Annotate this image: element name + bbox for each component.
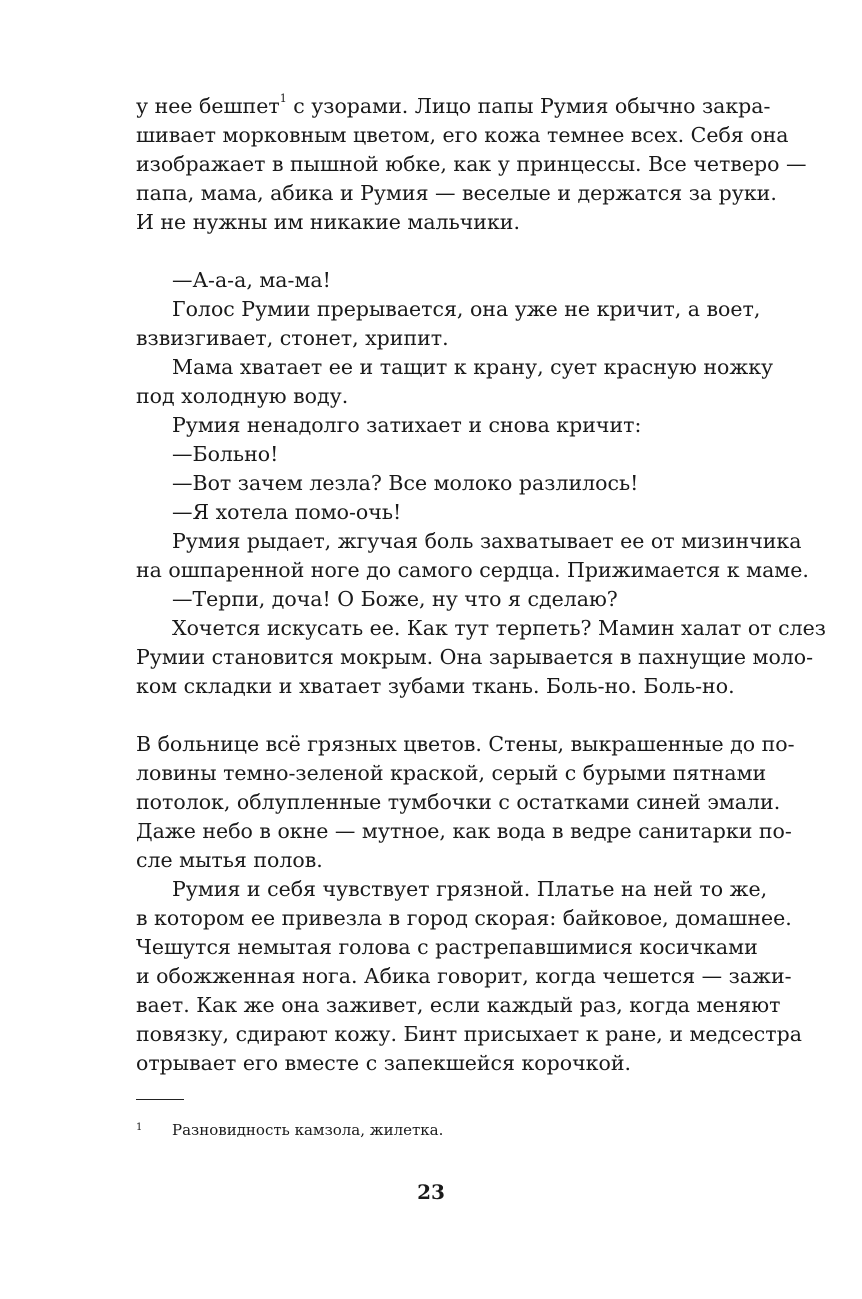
footnote-divider [136, 1099, 184, 1100]
text-line: Румии становится мокрым. Она зарывается в пахнущие моло- [136, 645, 814, 669]
paragraph [136, 875, 802, 1078]
footnote [136, 1120, 443, 1140]
paragraph [136, 92, 807, 237]
text-line: изображает в пышной юбке, как у принцессы. Все четверо — [136, 152, 807, 176]
footnote-ref[interactable]: 1 [279, 92, 287, 105]
paragraph [136, 295, 761, 353]
dialogue-line: —Больно! [172, 442, 279, 466]
dialogue-line: —Вот зачем лезла? Все молоко разлилось! [172, 471, 639, 495]
text-line: ком складки и хватает зубами ткань. Боль-но. Боль-но. [136, 674, 735, 698]
text-line: на ошпаренной ноге до самого сердца. Прижимается к маме. [136, 558, 809, 582]
section-break [136, 701, 726, 730]
dialogue-line: —Терпи, доча! О Боже, ну что я сделаю? [172, 587, 618, 611]
text-line: В больнице всё грязных цветов. Стены, выкрашенные до по- [136, 732, 795, 756]
text-line: и обожженная нога. Абика говорит, когда чешется — зажи- [136, 964, 792, 988]
text-line: Румия и себя чувствует грязной. Платье на ней то же, [172, 877, 768, 901]
section-break [136, 237, 726, 266]
dialogue-line: —А-а-а, ма-ма! [172, 268, 331, 292]
text-line: Румия рыдает, жгучая боль захватывает ее от мизинчика [172, 529, 802, 553]
paragraph [136, 527, 809, 585]
text-line: Голос Румии прерывается, она уже не кричит, а воет, [172, 297, 761, 321]
text-line: отрывает его вместе с запекшейся корочкой. [136, 1051, 631, 1075]
text-line: повязку, сдирают кожу. Бинт присыхает к ране, и медсестра [136, 1022, 802, 1046]
text-line: под холодную воду. [136, 384, 349, 408]
text-line: потолок, облупленные тумбочки с остатками синей эмали. [136, 790, 781, 814]
dialogue-line: —Я хотела помо-очь! [172, 500, 402, 524]
text-line: Даже небо в окне — мутное, как вода в ведре санитарки по- [136, 819, 792, 843]
paragraph [136, 730, 795, 875]
text-line: взвизгивает, стонет, хрипит. [136, 326, 449, 350]
text-line: папа, мама, абика и Румия — веселые и держатся за руки. [136, 181, 777, 205]
text-line: в котором ее привезла в город скорая: байковое, домашнее. [136, 906, 792, 930]
paragraph [136, 614, 826, 701]
text-line: у нее бешпет$^1$ с узорами. Лицо папы Румия обычно закра- [136, 92, 771, 118]
text-line: Чешутся немытая голова с растрепавшимися косичками [136, 935, 758, 959]
footnote-number: 1 [136, 1122, 143, 1133]
footnote-text: Разновидность камзола, жилетка. [172, 1121, 444, 1139]
text-line: сле мытья полов. [136, 848, 323, 872]
text-line: шивает морковным цветом, его кожа темнее всех. Себя она [136, 123, 789, 147]
paragraph [136, 353, 774, 411]
text-line: Хочется искусать ее. Как тут терпеть? Мамин халат от слез [172, 616, 826, 640]
text-line: вает. Как же она заживет, если каждый раз, когда меняют [136, 993, 781, 1017]
text-line: И не нужны им никакие мальчики. [136, 210, 520, 234]
page-number: 23 [417, 1180, 445, 1204]
text-line: Румия ненадолго затихает и снова кричит: [172, 413, 642, 437]
text-line: Мама хватает ее и тащит к крану, сует красную ножку [172, 355, 774, 379]
body-text [136, 92, 826, 1078]
text-line: ловины темно-зеленой краской, серый с бурыми пятнами [136, 761, 767, 785]
